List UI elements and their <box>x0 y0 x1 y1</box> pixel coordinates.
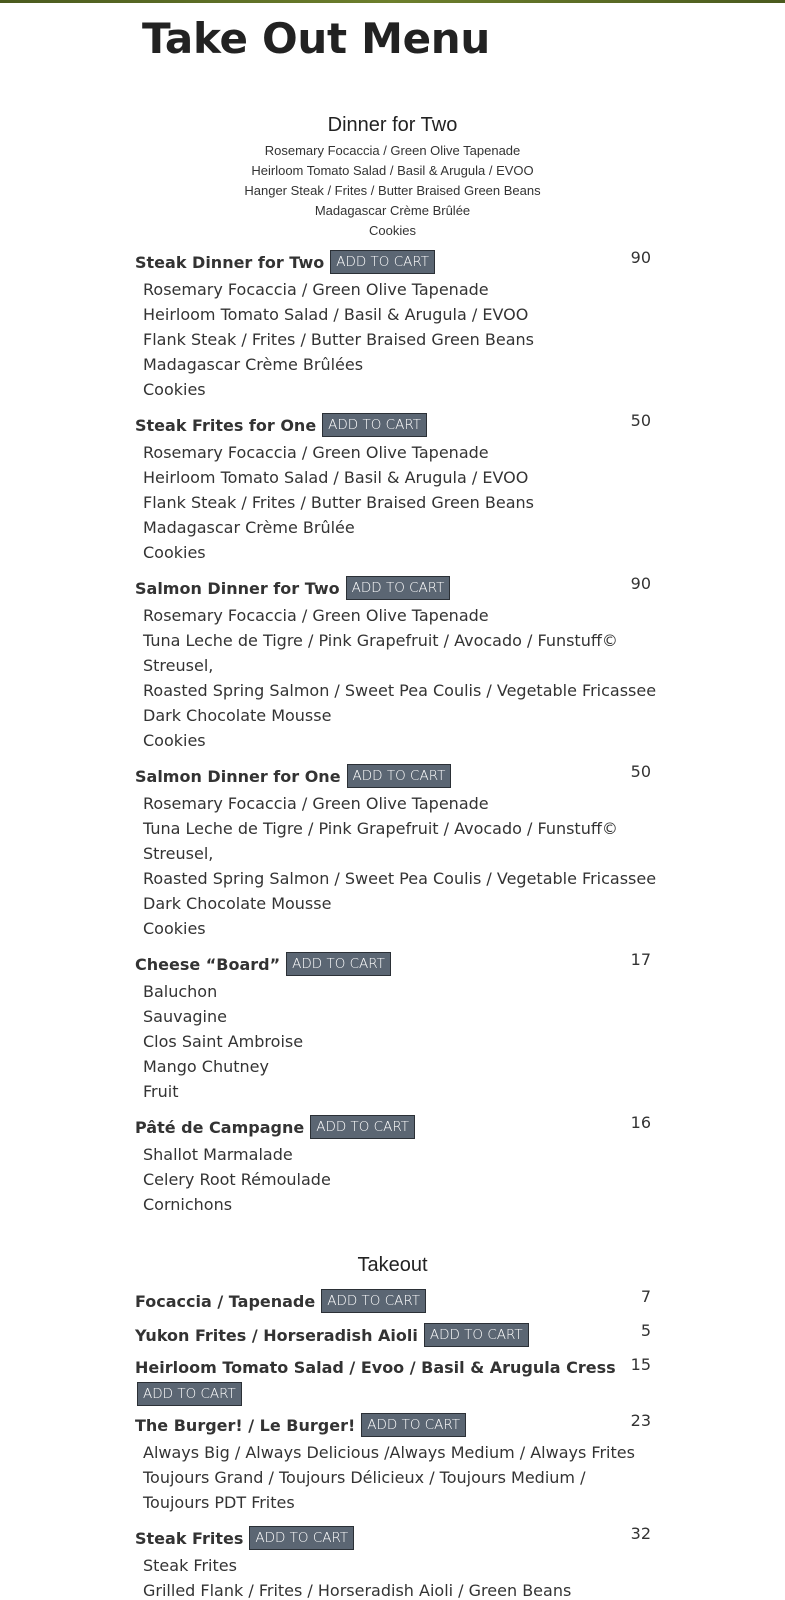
item-price: 23 <box>630 1411 651 1430</box>
intro-line: Heirloom Tomato Salad / Basil & Arugula / EVOO <box>251 163 534 178</box>
item-price: 50 <box>630 411 651 430</box>
intro-line: Rosemary Focaccia / Green Olive Tapenade <box>264 143 521 158</box>
item-price: 32 <box>630 1524 651 1543</box>
item-name: Cheese “Board” <box>135 954 281 974</box>
item-description-line: Rosemary Focaccia / Green Olive Tapenade <box>143 606 489 625</box>
item-description-line: Shallot Marmalade <box>143 1145 293 1164</box>
item-description-line: Cookies <box>143 543 206 562</box>
item-description-line: Cookies <box>143 380 206 399</box>
item-description-line: Always Big / Always Delicious /Always Medium / Always Frites <box>143 1443 635 1462</box>
page-title: Take Out Menu <box>142 14 490 63</box>
item-price: 90 <box>630 574 651 593</box>
menu-item-header <box>135 413 427 437</box>
item-description-line: Roasted Spring Salmon / Sweet Pea Coulis / Vegetable Fricassee <box>143 681 657 700</box>
item-price: 15 <box>630 1355 651 1374</box>
add-to-cart-button[interactable]: ADD TO CART <box>424 1323 529 1347</box>
add-to-cart-button[interactable]: ADD TO CART <box>137 1382 242 1406</box>
item-description-line: Streusel, <box>143 656 214 675</box>
item-name: Heirloom Tomato Salad / Evoo / Basil & Arugula Cress <box>135 1358 616 1377</box>
item-name: Yukon Frites / Horseradish Aioli <box>135 1325 418 1345</box>
item-description-line: Sauvagine <box>143 1007 227 1026</box>
item-name: Steak Dinner for Two <box>135 252 325 272</box>
menu-item-header <box>135 1289 426 1313</box>
item-description-line: Celery Root Rémoulade <box>143 1170 331 1189</box>
item-description-line: Cookies <box>143 919 206 938</box>
add-to-cart-button[interactable]: ADD TO CART <box>321 1289 426 1313</box>
takeout-heading: Takeout <box>357 1254 428 1276</box>
add-to-cart-button[interactable]: ADD TO CART <box>322 413 427 437</box>
menu-item-header <box>135 952 391 976</box>
add-to-cart-button[interactable]: ADD TO CART <box>330 250 435 274</box>
item-price: 5 <box>640 1321 651 1340</box>
item-description-line: Madagascar Crème Brûlée <box>143 518 355 537</box>
item-description-line: Flank Steak / Frites / Butter Braised Green Beans <box>143 330 534 349</box>
item-description-line: Mango Chutney <box>143 1057 269 1076</box>
item-description-line: Rosemary Focaccia / Green Olive Tapenade <box>143 794 489 813</box>
menu-item-header <box>135 1526 354 1550</box>
item-description-line: Grilled Flank / Frites / Horseradish Aioli / Green Beans <box>143 1581 572 1600</box>
menu-item-header <box>135 764 451 788</box>
add-to-cart-button[interactable]: ADD TO CART <box>310 1115 415 1139</box>
add-to-cart-button[interactable]: ADD TO CART <box>361 1413 466 1437</box>
item-description-line: Baluchon <box>143 982 218 1001</box>
item-price: 50 <box>630 762 651 781</box>
item-name: Salmon Dinner for Two <box>135 578 340 598</box>
item-description-line: Heirloom Tomato Salad / Basil & Arugula / EVOO <box>143 305 529 324</box>
item-description-line: Tuna Leche de Tigre / Pink Grapefruit / Avocado / Funstuff© <box>143 819 618 838</box>
item-description-line: Steak Frites <box>143 1556 237 1575</box>
item-description-line: Streusel, <box>143 844 214 863</box>
item-description-line: Cornichons <box>143 1195 233 1214</box>
item-description-line: Heirloom Tomato Salad / Basil & Arugula / EVOO <box>143 468 529 487</box>
add-to-cart-button[interactable]: ADD TO CART <box>346 576 451 600</box>
add-to-cart-button[interactable]: ADD TO CART <box>286 952 391 976</box>
item-description-line: Madagascar Crème Brûlées <box>143 355 364 374</box>
item-description-line: Dark Chocolate Mousse <box>143 894 332 913</box>
intro-line: Cookies <box>369 223 416 238</box>
menu-item-header <box>135 1413 466 1437</box>
item-name: Steak Frites <box>135 1528 244 1548</box>
item-price: 90 <box>630 248 651 267</box>
intro-line: Madagascar Crème Brûlée <box>314 203 471 218</box>
item-description-line: Clos Saint Ambroise <box>143 1032 304 1051</box>
item-description-line: Rosemary Focaccia / Green Olive Tapenade <box>143 443 489 462</box>
dinner-for-two-heading: Dinner for Two <box>327 114 458 136</box>
item-description-line: Fruit <box>143 1082 179 1101</box>
item-description-line: Rosemary Focaccia / Green Olive Tapenade <box>143 280 489 299</box>
intro-line: Hanger Steak / Frites / Butter Braised Green Beans <box>244 183 541 198</box>
item-name: Salmon Dinner for One <box>135 766 341 786</box>
top-accent-bar <box>0 0 785 3</box>
menu-item-header <box>135 1358 616 1377</box>
menu-item-header <box>135 1323 529 1347</box>
item-description-line: Roasted Spring Salmon / Sweet Pea Coulis / Vegetable Fricassee <box>143 869 657 888</box>
item-price: 7 <box>640 1287 651 1306</box>
menu-item-header <box>135 576 450 600</box>
item-name: The Burger! / Le Burger! <box>135 1415 356 1435</box>
item-description-line: Toujours PDT Frites <box>143 1493 295 1512</box>
menu-item-header <box>135 250 435 274</box>
item-name: Focaccia / Tapenade <box>135 1291 316 1311</box>
item-description-line: Tuna Leche de Tigre / Pink Grapefruit / Avocado / Funstuff© <box>143 631 618 650</box>
item-name: Steak Frites for One <box>135 415 317 435</box>
item-name: Pâté de Campagne <box>135 1117 305 1137</box>
item-price: 17 <box>630 950 651 969</box>
item-description-line: Toujours Grand / Toujours Délicieux / Toujours Medium / <box>143 1468 586 1487</box>
item-description-line: Dark Chocolate Mousse <box>143 706 332 725</box>
menu-item-header <box>135 1115 415 1139</box>
add-to-cart-button[interactable]: ADD TO CART <box>347 764 452 788</box>
item-description-line: Flank Steak / Frites / Butter Braised Green Beans <box>143 493 534 512</box>
add-to-cart-button[interactable]: ADD TO CART <box>249 1526 354 1550</box>
item-description-line: Cookies <box>143 731 206 750</box>
item-price: 16 <box>630 1113 651 1132</box>
